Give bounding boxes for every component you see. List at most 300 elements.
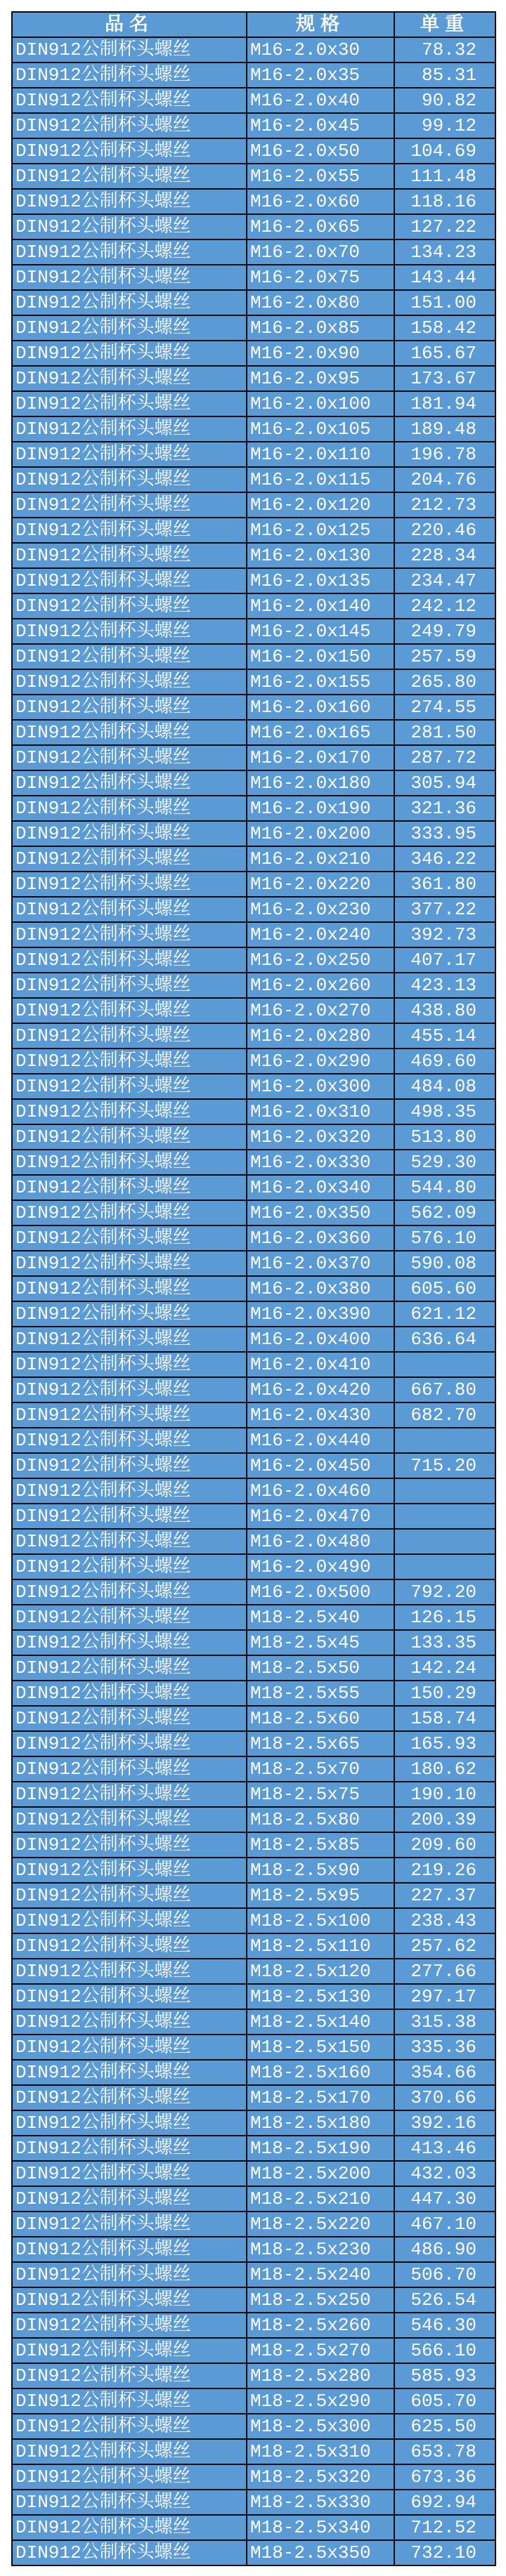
table-row [12, 2212, 495, 2237]
unit-weight-cell: 297.17 [394, 1984, 495, 2009]
spec-cell: M16-2.0x90 [247, 341, 394, 366]
header-unit-weight: 单重 [394, 12, 495, 37]
spec-cell: M16-2.0x180 [247, 770, 394, 796]
table-row [12, 1150, 495, 1175]
product-name-cell: DIN912公制杯头螺丝 [12, 164, 247, 189]
product-name-cell: DIN912公制杯头螺丝 [12, 492, 247, 518]
product-name-cell: DIN912公制杯头螺丝 [12, 2540, 247, 2565]
unit-weight-cell: 438.80 [394, 998, 495, 1023]
spec-cell: M16-2.0x210 [247, 846, 394, 872]
table-row [12, 2388, 495, 2414]
unit-weight-cell: 392.16 [394, 2110, 495, 2136]
unit-weight-cell: 377.22 [394, 897, 495, 922]
table-row [12, 1453, 495, 1478]
product-name-cell: DIN912公制杯头螺丝 [12, 138, 247, 164]
product-name-cell: DIN912公制杯头螺丝 [12, 2212, 247, 2237]
spec-cell: M16-2.0x75 [247, 265, 394, 290]
table-row [12, 265, 495, 290]
spec-cell: M18-2.5x65 [247, 1731, 394, 1756]
table-row [12, 1579, 495, 1605]
spec-cell: M16-2.0x190 [247, 796, 394, 821]
spec-cell: M18-2.5x290 [247, 2388, 394, 2414]
product-name-cell: DIN912公制杯头螺丝 [12, 1276, 247, 1301]
spec-cell: M18-2.5x95 [247, 1883, 394, 1908]
product-name-cell: DIN912公制杯头螺丝 [12, 2237, 247, 2262]
unit-weight-cell: 165.67 [394, 341, 495, 366]
spec-cell: M16-2.0x60 [247, 189, 394, 214]
unit-weight-cell: 219.26 [394, 1858, 495, 1883]
unit-weight-cell: 576.10 [394, 1225, 495, 1251]
table-row [12, 113, 495, 138]
unit-weight-cell: 590.08 [394, 1251, 495, 1276]
spec-cell: M18-2.5x100 [247, 1908, 394, 1933]
table-row [12, 442, 495, 467]
unit-weight-cell: 667.80 [394, 1377, 495, 1402]
product-name-cell: DIN912公制杯头螺丝 [12, 1124, 247, 1150]
unit-weight-cell: 333.95 [394, 821, 495, 846]
product-name-cell: DIN912公制杯头螺丝 [12, 695, 247, 720]
unit-weight-cell: 181.94 [394, 391, 495, 416]
unit-weight-cell: 209.60 [394, 1832, 495, 1858]
product-name-cell: DIN912公制杯头螺丝 [12, 1984, 247, 2009]
table-row [12, 846, 495, 872]
product-name-cell: DIN912公制杯头螺丝 [12, 366, 247, 391]
product-name-cell: DIN912公制杯头螺丝 [12, 391, 247, 416]
table-row [12, 998, 495, 1023]
table-row [12, 1959, 495, 1984]
unit-weight-cell: 111.48 [394, 164, 495, 189]
spec-cell: M16-2.0x125 [247, 518, 394, 543]
product-name-cell: DIN912公制杯头螺丝 [12, 239, 247, 265]
unit-weight-cell: 180.62 [394, 1756, 495, 1782]
product-name-cell: DIN912公制杯头螺丝 [12, 1023, 247, 1049]
product-name-cell: DIN912公制杯头螺丝 [12, 2186, 247, 2212]
table-row [12, 1225, 495, 1251]
product-name-cell: DIN912公制杯头螺丝 [12, 1251, 247, 1276]
product-name-cell: DIN912公制杯头螺丝 [12, 1605, 247, 1630]
table-row [12, 164, 495, 189]
spec-cell: M18-2.5x75 [247, 1782, 394, 1807]
table-row [12, 1402, 495, 1428]
table-row [12, 341, 495, 366]
table-row [12, 214, 495, 239]
product-name-cell: DIN912公制杯头螺丝 [12, 872, 247, 897]
spec-cell: M16-2.0x280 [247, 1023, 394, 1049]
table-row [12, 1023, 495, 1049]
unit-weight-cell: 242.12 [394, 593, 495, 619]
product-name-cell: DIN912公制杯头螺丝 [12, 113, 247, 138]
spec-cell: M16-2.0x370 [247, 1251, 394, 1276]
table-row [12, 1554, 495, 1579]
product-name-cell: DIN912公制杯头螺丝 [12, 1832, 247, 1858]
unit-weight-cell: 265.80 [394, 669, 495, 695]
unit-weight-cell: 228.34 [394, 543, 495, 568]
unit-weight-cell: 90.82 [394, 88, 495, 113]
product-name-cell: DIN912公制杯头螺丝 [12, 341, 247, 366]
unit-weight-cell: 158.42 [394, 315, 495, 341]
spec-cell: M18-2.5x350 [247, 2540, 394, 2565]
table-row [12, 2136, 495, 2161]
unit-weight-cell: 346.22 [394, 846, 495, 872]
table-row [12, 796, 495, 821]
product-name-cell: DIN912公制杯头螺丝 [12, 1327, 247, 1352]
product-name-cell: DIN912公制杯头螺丝 [12, 37, 247, 63]
product-name-cell: DIN912公制杯头螺丝 [12, 821, 247, 846]
table-row [12, 2313, 495, 2338]
spec-cell: M16-2.0x410 [247, 1352, 394, 1377]
unit-weight-cell: 605.70 [394, 2388, 495, 2414]
product-name-cell: DIN912公制杯头螺丝 [12, 1428, 247, 1453]
product-name-cell: DIN912公制杯头螺丝 [12, 846, 247, 872]
unit-weight-cell: 238.43 [394, 1908, 495, 1933]
spec-cell: M18-2.5x250 [247, 2287, 394, 2313]
table-row [12, 2439, 495, 2464]
table-row [12, 1352, 495, 1377]
unit-weight-cell [394, 1352, 495, 1377]
table-row [12, 593, 495, 619]
product-name-cell: DIN912公制杯头螺丝 [12, 922, 247, 947]
spec-cell: M18-2.5x320 [247, 2464, 394, 2490]
product-name-cell: DIN912公制杯头螺丝 [12, 897, 247, 922]
product-name-cell: DIN912公制杯头螺丝 [12, 1807, 247, 1832]
spec-cell: M18-2.5x90 [247, 1858, 394, 1883]
spec-cell: M18-2.5x120 [247, 1959, 394, 1984]
product-name-cell: DIN912公制杯头螺丝 [12, 1478, 247, 1504]
spec-cell: M16-2.0x105 [247, 416, 394, 442]
spec-cell: M16-2.0x450 [247, 1453, 394, 1478]
table-row [12, 695, 495, 720]
product-name-cell: DIN912公制杯头螺丝 [12, 63, 247, 88]
table-row [12, 366, 495, 391]
spec-cell: M18-2.5x40 [247, 1605, 394, 1630]
table-row [12, 543, 495, 568]
unit-weight-cell: 636.64 [394, 1327, 495, 1352]
spec-cell: M16-2.0x480 [247, 1529, 394, 1554]
unit-weight-cell: 544.80 [394, 1175, 495, 1200]
unit-weight-cell: 407.17 [394, 947, 495, 973]
table-row [12, 492, 495, 518]
product-name-cell: DIN912公制杯头螺丝 [12, 947, 247, 973]
unit-weight-cell: 190.10 [394, 1782, 495, 1807]
spec-cell: M16-2.0x360 [247, 1225, 394, 1251]
spec-cell: M16-2.0x155 [247, 669, 394, 695]
spec-cell: M18-2.5x260 [247, 2313, 394, 2338]
product-name-cell: DIN912公制杯头螺丝 [12, 568, 247, 593]
unit-weight-cell: 274.55 [394, 695, 495, 720]
unit-weight-cell: 732.10 [394, 2540, 495, 2565]
table-row [12, 88, 495, 113]
product-name-cell: DIN912公制杯头螺丝 [12, 189, 247, 214]
unit-weight-cell: 127.22 [394, 214, 495, 239]
table-row [12, 467, 495, 492]
product-name-cell: DIN912公制杯头螺丝 [12, 2161, 247, 2186]
table-row [12, 1175, 495, 1200]
unit-weight-cell: 673.36 [394, 2464, 495, 2490]
product-name-cell: DIN912公制杯头螺丝 [12, 1959, 247, 1984]
spec-cell: M16-2.0x270 [247, 998, 394, 1023]
spec-cell: M18-2.5x310 [247, 2439, 394, 2464]
table-row [12, 1478, 495, 1504]
product-name-cell: DIN912公制杯头螺丝 [12, 745, 247, 770]
unit-weight-cell: 423.13 [394, 973, 495, 998]
table-row [12, 1681, 495, 1706]
unit-weight-cell: 133.35 [394, 1630, 495, 1655]
product-name-cell: DIN912公制杯头螺丝 [12, 1301, 247, 1327]
spec-cell: M16-2.0x260 [247, 973, 394, 998]
spec-cell: M16-2.0x500 [247, 1579, 394, 1605]
unit-weight-cell: 200.39 [394, 1807, 495, 1832]
product-name-cell: DIN912公制杯头螺丝 [12, 1782, 247, 1807]
table-row [12, 2009, 495, 2035]
spec-cell: M18-2.5x80 [247, 1807, 394, 1832]
spec-cell: M16-2.0x65 [247, 214, 394, 239]
product-name-cell: DIN912公制杯头螺丝 [12, 2009, 247, 2035]
unit-weight-cell: 204.76 [394, 467, 495, 492]
spec-cell: M16-2.0x400 [247, 1327, 394, 1352]
spec-cell: M18-2.5x130 [247, 1984, 394, 2009]
spec-cell: M18-2.5x180 [247, 2110, 394, 2136]
product-name-cell: DIN912公制杯头螺丝 [12, 214, 247, 239]
product-name-cell: DIN912公制杯头螺丝 [12, 1681, 247, 1706]
table-row [12, 1099, 495, 1124]
unit-weight-cell: 165.93 [394, 1731, 495, 1756]
spec-cell: M16-2.0x45 [247, 113, 394, 138]
table-row [12, 416, 495, 442]
product-name-cell: DIN912公制杯头螺丝 [12, 2287, 247, 2313]
spec-cell: M16-2.0x250 [247, 947, 394, 973]
product-name-cell: DIN912公制杯头螺丝 [12, 2464, 247, 2490]
spec-cell: M16-2.0x420 [247, 1377, 394, 1402]
spec-cell: M16-2.0x330 [247, 1150, 394, 1175]
unit-weight-cell: 212.73 [394, 492, 495, 518]
unit-weight-cell: 621.12 [394, 1301, 495, 1327]
unit-weight-cell: 546.30 [394, 2313, 495, 2338]
spec-cell: M18-2.5x230 [247, 2237, 394, 2262]
table-row [12, 1832, 495, 1858]
table-row [12, 1858, 495, 1883]
spec-cell: M16-2.0x100 [247, 391, 394, 416]
unit-weight-cell: 151.00 [394, 290, 495, 315]
spec-cell: M16-2.0x170 [247, 745, 394, 770]
spec-cell: M18-2.5x220 [247, 2212, 394, 2237]
table-row [12, 1074, 495, 1099]
table-row [12, 1756, 495, 1782]
table-row [12, 770, 495, 796]
unit-weight-cell: 455.14 [394, 1023, 495, 1049]
product-name-cell: DIN912公制杯头螺丝 [12, 2060, 247, 2085]
spec-cell: M16-2.0x95 [247, 366, 394, 391]
spec-cell: M18-2.5x300 [247, 2414, 394, 2439]
product-name-cell: DIN912公制杯头螺丝 [12, 416, 247, 442]
table-row [12, 1655, 495, 1681]
spec-cell: M16-2.0x40 [247, 88, 394, 113]
product-name-cell: DIN912公制杯头螺丝 [12, 1150, 247, 1175]
table-row [12, 1933, 495, 1959]
unit-weight-cell: 692.94 [394, 2490, 495, 2515]
table-row [12, 1731, 495, 1756]
spec-cell: M16-2.0x310 [247, 1099, 394, 1124]
product-name-cell: DIN912公制杯头螺丝 [12, 1402, 247, 1428]
unit-weight-cell: 712.52 [394, 2515, 495, 2540]
product-name-cell: DIN912公制杯头螺丝 [12, 1554, 247, 1579]
unit-weight-cell: 281.50 [394, 720, 495, 745]
product-name-cell: DIN912公制杯头螺丝 [12, 290, 247, 315]
spec-cell: M16-2.0x140 [247, 593, 394, 619]
table-row [12, 391, 495, 416]
spec-cell: M16-2.0x350 [247, 1200, 394, 1225]
product-name-cell: DIN912公制杯头螺丝 [12, 2490, 247, 2515]
unit-weight-cell: 432.03 [394, 2161, 495, 2186]
product-name-cell: DIN912公制杯头螺丝 [12, 2363, 247, 2388]
product-name-cell: DIN912公制杯头螺丝 [12, 1175, 247, 1200]
product-name-cell: DIN912公制杯头螺丝 [12, 2388, 247, 2414]
product-name-cell: DIN912公制杯头螺丝 [12, 1908, 247, 1933]
unit-weight-cell: 85.31 [394, 63, 495, 88]
unit-weight-cell: 486.90 [394, 2237, 495, 2262]
unit-weight-cell: 498.35 [394, 1099, 495, 1124]
spec-cell: M16-2.0x50 [247, 138, 394, 164]
product-name-cell: DIN912公制杯头螺丝 [12, 2414, 247, 2439]
spec-cell: M16-2.0x165 [247, 720, 394, 745]
unit-weight-cell: 392.73 [394, 922, 495, 947]
product-name-cell: DIN912公制杯头螺丝 [12, 1579, 247, 1605]
table-row [12, 1428, 495, 1453]
spec-cell: M18-2.5x170 [247, 2085, 394, 2110]
spec-cell: M18-2.5x240 [247, 2262, 394, 2287]
unit-weight-cell: 792.20 [394, 1579, 495, 1605]
spec-cell: M18-2.5x50 [247, 1655, 394, 1681]
product-name-cell: DIN912公制杯头螺丝 [12, 1731, 247, 1756]
spec-cell: M18-2.5x340 [247, 2515, 394, 2540]
product-name-cell: DIN912公制杯头螺丝 [12, 1630, 247, 1655]
unit-weight-cell: 257.59 [394, 644, 495, 669]
table-row [12, 37, 495, 63]
spec-cell: M18-2.5x110 [247, 1933, 394, 1959]
product-name-cell: DIN912公制杯头螺丝 [12, 1074, 247, 1099]
table-row [12, 2237, 495, 2262]
product-name-cell: DIN912公制杯头螺丝 [12, 2338, 247, 2363]
product-name-cell: DIN912公制杯头螺丝 [12, 1883, 247, 1908]
unit-weight-cell: 370.66 [394, 2085, 495, 2110]
spec-cell: M16-2.0x70 [247, 239, 394, 265]
table-row [12, 2035, 495, 2060]
unit-weight-cell: 625.50 [394, 2414, 495, 2439]
product-name-cell: DIN912公制杯头螺丝 [12, 998, 247, 1023]
unit-weight-cell [394, 1428, 495, 1453]
product-name-cell: DIN912公制杯头螺丝 [12, 770, 247, 796]
unit-weight-cell [394, 1504, 495, 1529]
product-name-cell: DIN912公制杯头螺丝 [12, 669, 247, 695]
product-name-cell: DIN912公制杯头螺丝 [12, 1225, 247, 1251]
table-row [12, 669, 495, 695]
spec-cell: M18-2.5x160 [247, 2060, 394, 2085]
product-name-cell: DIN912公制杯头螺丝 [12, 2439, 247, 2464]
product-name-cell: DIN912公制杯头螺丝 [12, 593, 247, 619]
table-row [12, 1908, 495, 1933]
spec-cell: M18-2.5x280 [247, 2363, 394, 2388]
unit-weight-cell: 653.78 [394, 2439, 495, 2464]
unit-weight-cell: 315.38 [394, 2009, 495, 2035]
unit-weight-cell: 566.10 [394, 2338, 495, 2363]
unit-weight-cell: 506.70 [394, 2262, 495, 2287]
table-row [12, 1782, 495, 1807]
table-row [12, 138, 495, 164]
unit-weight-cell: 287.72 [394, 745, 495, 770]
header-spec: 规格 [247, 12, 394, 37]
table-row [12, 1251, 495, 1276]
spec-cell: M18-2.5x70 [247, 1756, 394, 1782]
table-row [12, 1049, 495, 1074]
product-name-cell: DIN912公制杯头螺丝 [12, 1529, 247, 1554]
spec-cell: M16-2.0x230 [247, 897, 394, 922]
unit-weight-cell [394, 1554, 495, 1579]
unit-weight-cell: 585.93 [394, 2363, 495, 2388]
spec-cell: M18-2.5x270 [247, 2338, 394, 2363]
table-row [12, 1605, 495, 1630]
product-name-cell: DIN912公制杯头螺丝 [12, 796, 247, 821]
unit-weight-cell: 682.70 [394, 1402, 495, 1428]
product-name-cell: DIN912公制杯头螺丝 [12, 315, 247, 341]
table-row [12, 2085, 495, 2110]
spec-cell: M18-2.5x190 [247, 2136, 394, 2161]
weight-table [11, 11, 496, 2566]
table-row [12, 315, 495, 341]
spec-cell: M18-2.5x60 [247, 1706, 394, 1731]
table-row [12, 1276, 495, 1301]
spec-cell: M16-2.0x110 [247, 442, 394, 467]
spec-cell: M16-2.0x160 [247, 695, 394, 720]
table-row [12, 897, 495, 922]
unit-weight-cell: 220.46 [394, 518, 495, 543]
unit-weight-cell: 189.48 [394, 416, 495, 442]
spec-cell: M18-2.5x150 [247, 2035, 394, 2060]
table-row [12, 568, 495, 593]
table-row [12, 1984, 495, 2009]
table-row [12, 1630, 495, 1655]
table-row [12, 821, 495, 846]
product-name-cell: DIN912公制杯头螺丝 [12, 265, 247, 290]
product-name-cell: DIN912公制杯头螺丝 [12, 442, 247, 467]
spec-cell: M18-2.5x45 [247, 1630, 394, 1655]
product-name-cell: DIN912公制杯头螺丝 [12, 973, 247, 998]
product-name-cell: DIN912公制杯头螺丝 [12, 1655, 247, 1681]
product-name-cell: DIN912公制杯头螺丝 [12, 543, 247, 568]
unit-weight-cell: 99.12 [394, 113, 495, 138]
unit-weight-cell: 447.30 [394, 2186, 495, 2212]
product-name-cell: DIN912公制杯头螺丝 [12, 619, 247, 644]
spec-cell: M16-2.0x380 [247, 1276, 394, 1301]
table-row [12, 947, 495, 973]
table-row [12, 1529, 495, 1554]
product-name-cell: DIN912公制杯头螺丝 [12, 644, 247, 669]
unit-weight-cell: 158.74 [394, 1706, 495, 1731]
product-name-cell: DIN912公制杯头螺丝 [12, 1756, 247, 1782]
table-row [12, 1327, 495, 1352]
unit-weight-cell: 562.09 [394, 1200, 495, 1225]
table-row [12, 518, 495, 543]
unit-weight-cell: 257.62 [394, 1933, 495, 1959]
unit-weight-cell: 227.37 [394, 1883, 495, 1908]
product-name-cell: DIN912公制杯头螺丝 [12, 2110, 247, 2136]
table-row [12, 720, 495, 745]
product-name-cell: DIN912公制杯头螺丝 [12, 1049, 247, 1074]
table-row [12, 1807, 495, 1832]
product-name-cell: DIN912公制杯头螺丝 [12, 1352, 247, 1377]
product-name-cell: DIN912公制杯头螺丝 [12, 1200, 247, 1225]
spec-cell: M16-2.0x145 [247, 619, 394, 644]
unit-weight-cell: 321.36 [394, 796, 495, 821]
table-row [12, 2490, 495, 2515]
